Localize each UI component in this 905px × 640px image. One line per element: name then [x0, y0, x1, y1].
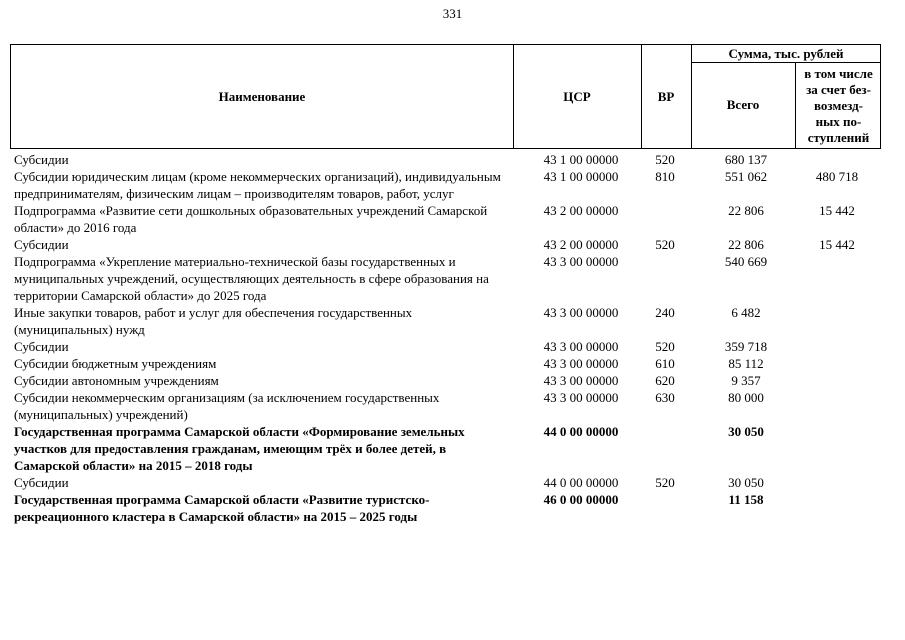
- row-name: Субсидии бюджетным учреждениям: [14, 356, 217, 371]
- row-total: 80 000: [728, 390, 764, 405]
- row-csr: 43 2 00 00000: [543, 203, 619, 218]
- row-vr: 520: [655, 475, 675, 490]
- row-name: Субсидии автономным учреждениям: [14, 373, 219, 388]
- row-name: Субсидии некоммерческим организациям (за исключением государственных (муниципальных) учреждений): [14, 390, 440, 422]
- header-name: Наименование: [218, 88, 306, 104]
- row-csr: 43 3 00 00000: [543, 254, 619, 269]
- row-csr: 44 0 00 00000: [543, 475, 619, 490]
- table-row: [10, 151, 881, 168]
- table-row: [10, 168, 881, 202]
- row-total: 551 062: [724, 169, 768, 184]
- row-free: 15 442: [819, 203, 855, 218]
- row-csr: 44 0 00 00000: [543, 424, 619, 439]
- header-free-line: за счет без-: [806, 81, 871, 97]
- table-row: [10, 423, 881, 474]
- row-vr: 810: [655, 169, 675, 184]
- table-row: [10, 338, 881, 355]
- table-header: [10, 44, 881, 149]
- row-vr: 620: [655, 373, 675, 388]
- page-number: 331: [442, 6, 463, 21]
- row-name: Субсидии: [14, 152, 69, 167]
- row-total: 6 482: [731, 305, 761, 320]
- row-csr: 43 3 00 00000: [543, 373, 619, 388]
- row-name: Иные закупки товаров, работ и услуг для обеспечения государственных (муниципальных) нужд: [14, 305, 413, 337]
- row-csr: 43 1 00 00000: [543, 152, 619, 167]
- row-total: 540 669: [724, 254, 768, 269]
- row-csr: 43 1 00 00000: [543, 169, 619, 184]
- row-csr: 43 2 00 00000: [543, 237, 619, 252]
- row-vr: 520: [655, 152, 675, 167]
- row-total: 9 357: [731, 373, 761, 388]
- header-free-line: ступлений: [807, 129, 870, 145]
- row-name: Субсидии: [14, 475, 69, 490]
- row-total: 30 050: [728, 475, 764, 490]
- table-row: [10, 372, 881, 389]
- row-vr: 240: [655, 305, 675, 320]
- row-vr: 520: [655, 339, 675, 354]
- row-free: 15 442: [819, 237, 855, 252]
- row-name: Государственная программа Самарской области «Развитие туристско-рекреационного кластера в Самарской области» на 2015 – 2025 годы: [14, 492, 430, 524]
- row-free: 480 718: [815, 169, 859, 184]
- row-total: 85 112: [728, 356, 764, 371]
- header-free-funds: [796, 63, 881, 148]
- table-row: [10, 389, 881, 423]
- table-row: [10, 202, 881, 236]
- table-row: [10, 253, 881, 304]
- row-name: Государственная программа Самарской области «Формирование земельных участков для предоставления гражданам, имеющим трёх и более детей, в Самарской области» на 2015 – 2018 годы: [14, 424, 465, 473]
- header-vr: ВР: [657, 88, 675, 104]
- row-total: 22 806: [728, 203, 764, 218]
- row-csr: 43 3 00 00000: [543, 356, 619, 371]
- table-row: [10, 355, 881, 372]
- header-total: Всего: [726, 97, 760, 112]
- header-free-line: ных по-: [815, 113, 862, 129]
- header-sum: Сумма, тыс. рублей: [728, 45, 844, 61]
- row-csr: 43 3 00 00000: [543, 339, 619, 354]
- row-name: Подпрограмма «Развитие сети дошкольных образовательных учреждений Самарской области» до 2016 года: [14, 203, 488, 235]
- row-csr: 43 3 00 00000: [543, 305, 619, 320]
- row-name: Субсидии: [14, 237, 69, 252]
- row-total: 359 718: [724, 339, 768, 354]
- header-csr: ЦСР: [563, 88, 591, 104]
- row-total: 22 806: [728, 237, 764, 252]
- table-row: [10, 474, 881, 491]
- row-csr: 46 0 00 00000: [543, 492, 619, 507]
- table-row: [10, 236, 881, 253]
- table-row: [10, 304, 881, 338]
- row-name: Субсидии: [14, 339, 69, 354]
- header-free-line: в том числе: [804, 65, 873, 81]
- row-name: Субсидии юридическим лицам (кроме некоммерческих организаций), индивидуальным предпринимателям, физическим лицам – производителям товаров, работ, услуг: [14, 169, 501, 201]
- row-total: 30 050: [728, 424, 764, 439]
- row-total: 680 137: [724, 152, 768, 167]
- header-free-line: возмезд-: [814, 97, 863, 113]
- row-vr: 630: [655, 390, 675, 405]
- row-vr: 520: [655, 237, 675, 252]
- table-row: [10, 491, 881, 525]
- row-name: Подпрограмма «Укрепление материально-технической базы государственных и муниципальных учреждений, осуществляющих деятельность в сфере образования на территории Самарской области» до 2025 года: [14, 254, 489, 303]
- row-vr: 610: [655, 356, 675, 371]
- table-body: [10, 151, 881, 525]
- row-csr: 43 3 00 00000: [543, 390, 619, 405]
- row-total: 11 158: [728, 492, 764, 507]
